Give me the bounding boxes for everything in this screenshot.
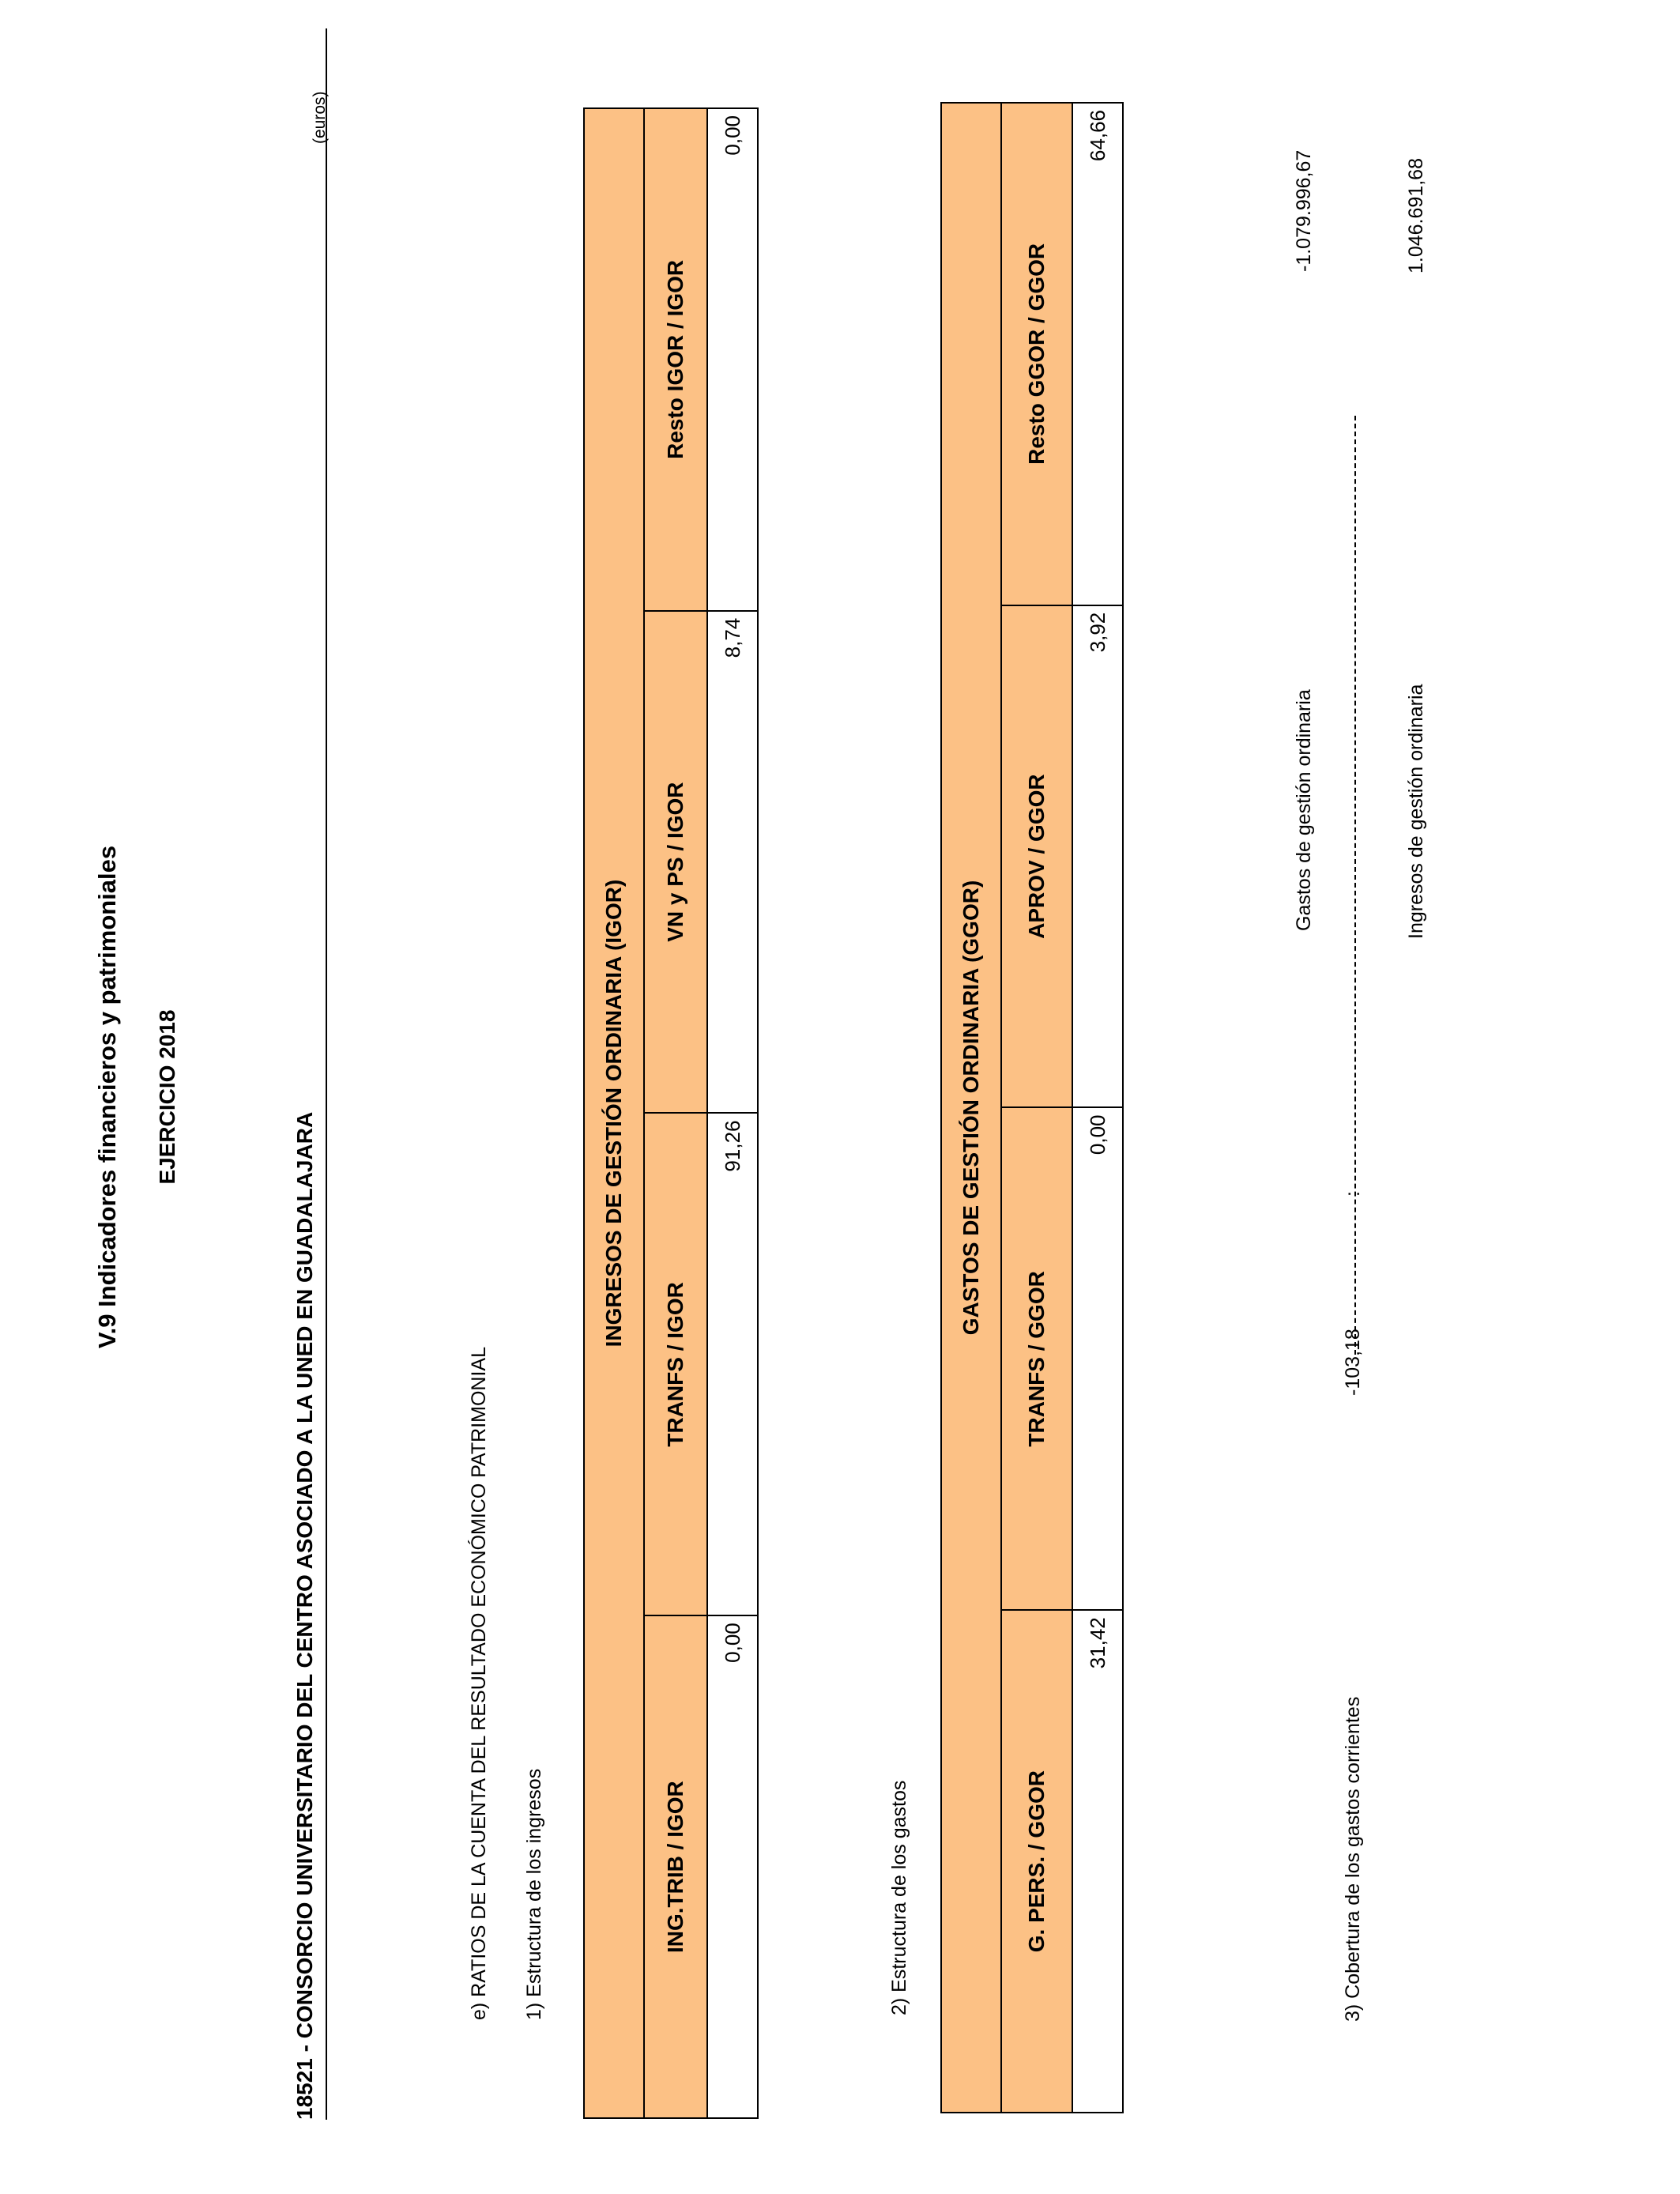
report-title: V.9 Indicadores financieros y patrimoniales [93, 845, 121, 1349]
units-label: (euros) [311, 91, 329, 144]
ingresos-val-tranfs: 91,26 [707, 1114, 758, 1616]
ingresos-val-resto: 0,00 [707, 108, 758, 611]
gastos-table [940, 102, 1124, 2113]
cobertura-value: -103,18 [1342, 1329, 1364, 1396]
cobertura-label: 3) Cobertura de los gastos corrientes [1342, 1696, 1364, 2022]
section-title: e) RATIOS DE LA CUENTA DEL RESULTADO ECONÓMICO PATRIMONIAL [468, 1347, 490, 2020]
ingresos-col-tranfs: TRANFS / IGOR [644, 1114, 707, 1616]
ingresos-table [583, 107, 759, 2119]
gastos-col-resto: Resto GGOR / GGOR [1001, 103, 1072, 605]
gastos-val-aprov: 3,92 [1072, 605, 1123, 1108]
gastos-col-g-pers: G. PERS. / GGOR [1001, 1610, 1072, 2113]
ingresos-col-resto: Resto IGOR / IGOR [644, 108, 707, 611]
gastos-group-header: GASTOS DE GESTIÓN ORDINARIA (GGOR) [941, 103, 1001, 2113]
gastos-val-tranfs: 0,00 [1072, 1108, 1123, 1611]
ingresos-col-ing-trib: ING.TRIB / IGOR [644, 1615, 707, 2118]
fraction-line [1354, 416, 1356, 1355]
ingresos-val-ing-trib: 0,00 [707, 1615, 758, 2118]
ingresos-val-vn-ps: 8,74 [707, 611, 758, 1114]
gastos-val-g-pers: 31,42 [1072, 1610, 1123, 2113]
gastos-col-tranfs: TRANFS / GGOR [1001, 1108, 1072, 1611]
gastos-val-resto: 64,66 [1072, 103, 1123, 605]
numerator-label: Gastos de gestión ordinaria [1293, 689, 1315, 931]
gastos-label: 2) Estructura de los gastos [888, 1780, 910, 2015]
denominator-label: Ingresos de gestión ordinaria [1405, 684, 1427, 939]
fiscal-year: EJERCICIO 2018 [155, 1009, 179, 1185]
denominator-value: 1.046.691,68 [1405, 158, 1427, 273]
entity-name: 18521 - CONSORCIO UNIVERSITARIO DEL CENTRO ASOCIADO A LA UNED EN GUADALAJARA [292, 1111, 317, 2120]
ingresos-col-vn-ps: VN y PS / IGOR [644, 611, 707, 1114]
numerator-value: -1.079.996,67 [1293, 149, 1315, 272]
ingresos-group-header: INGRESOS DE GESTIÓN ORDINARIA (IGOR) [584, 108, 644, 2118]
gastos-col-aprov: APROV / GGOR [1001, 605, 1072, 1108]
header-rule [326, 28, 327, 2120]
ingresos-label: 1) Estructura de los ingresos [523, 1768, 545, 2020]
cobertura-separator: : [1342, 1191, 1364, 1197]
